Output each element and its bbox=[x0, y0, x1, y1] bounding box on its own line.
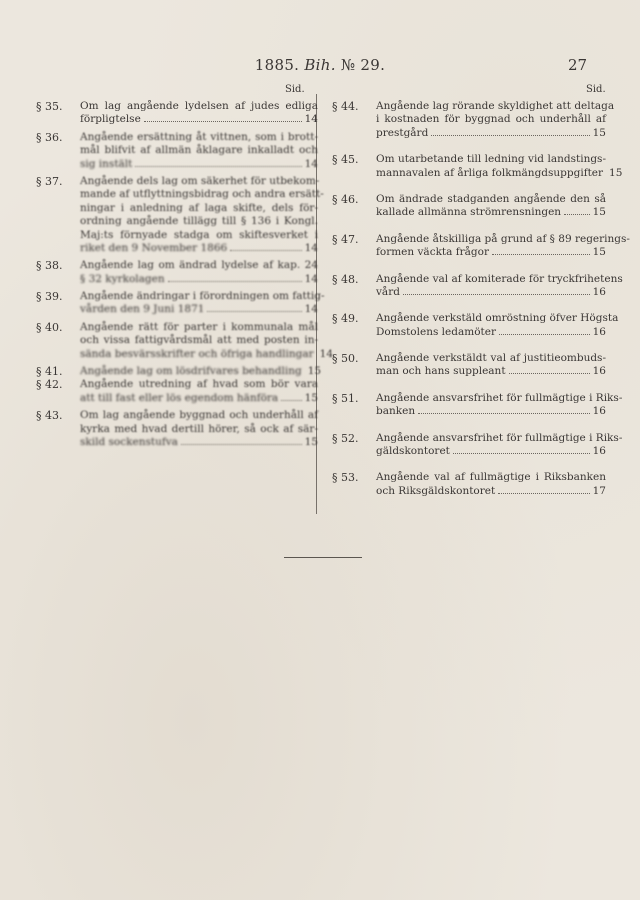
dot-leader bbox=[418, 413, 590, 414]
entry-last-line bbox=[80, 347, 334, 361]
entry-text-line: Angående verkstäld omröstning öfver Högsta bbox=[376, 312, 619, 325]
entry-last-line bbox=[80, 392, 318, 405]
toc-entry bbox=[332, 153, 623, 180]
section-number: § 44. bbox=[332, 100, 359, 113]
entry-last-line bbox=[376, 365, 606, 378]
header-year: 1885. bbox=[254, 56, 300, 74]
toc-entry bbox=[332, 471, 606, 498]
page-reference: 17 bbox=[592, 484, 606, 497]
dot-leader bbox=[403, 294, 590, 295]
section-number: § 40. bbox=[36, 320, 63, 334]
entry-last-line bbox=[376, 326, 606, 339]
section-number: § 51. bbox=[332, 391, 359, 405]
dot-leader bbox=[168, 281, 302, 282]
dot-leader bbox=[135, 166, 301, 167]
page-reference: 14 bbox=[319, 347, 334, 360]
entry-text-line: Angående lag rörande skyldighet att deltaga bbox=[376, 100, 615, 112]
dot-leader bbox=[207, 311, 301, 312]
toc-entry bbox=[332, 312, 619, 339]
entry-text-end: § 32 kyrkolagen bbox=[80, 272, 165, 285]
running-header bbox=[0, 56, 640, 74]
entry-last-line bbox=[376, 206, 606, 219]
toc-entry bbox=[36, 100, 318, 127]
dot-leader bbox=[230, 250, 301, 251]
toc-entry bbox=[36, 290, 325, 317]
toc-entry bbox=[36, 409, 318, 449]
toc-entry bbox=[36, 320, 334, 361]
section-number: § 46. bbox=[332, 192, 359, 206]
entry-text-line: ordning angående tillägg till § 136 i Kongl. bbox=[80, 215, 318, 228]
dot-leader bbox=[431, 135, 589, 136]
section-number: § 43. bbox=[36, 409, 63, 423]
section-number: § 36. bbox=[36, 130, 63, 144]
page-reference: 14 bbox=[304, 241, 318, 254]
entry-text-line: Angående ändringar i förordningen om fattig- bbox=[80, 290, 325, 303]
entry-text-line: Angående dels lag om säkerhet för utbekom- bbox=[80, 174, 320, 187]
section-number: § 52. bbox=[332, 431, 359, 445]
entry-text-line: mål blifvit af allmän åklagare inkalladt och bbox=[80, 144, 318, 157]
entry-text-end: sända besvärsskrifter och öfriga handlingar bbox=[80, 347, 314, 360]
page-reference: 14 bbox=[304, 113, 318, 126]
section-number: § 53. bbox=[332, 471, 359, 485]
entry-last-line bbox=[80, 303, 318, 316]
entry-text-line: Angående lag om ändrad lydelse af kap. 24 bbox=[80, 259, 318, 272]
page-reference: 16 bbox=[592, 285, 606, 298]
sid-label-left: Sid. bbox=[285, 84, 305, 95]
entry-last-line bbox=[376, 127, 606, 140]
entry-last-line bbox=[376, 246, 606, 259]
entry-last-line bbox=[376, 445, 606, 458]
entry-text-end: sig instält bbox=[80, 157, 133, 170]
toc-entry bbox=[36, 365, 322, 379]
toc-entry bbox=[36, 259, 318, 286]
page-reference: 14 bbox=[304, 303, 318, 316]
page-reference: 15 bbox=[609, 166, 623, 179]
entry-last-line bbox=[80, 365, 322, 378]
left-column bbox=[36, 100, 334, 449]
entry-text-end: prestgård bbox=[376, 126, 429, 139]
entry-text-line: Angående utredning af hvad som bör vara bbox=[80, 378, 318, 391]
entry-last-line bbox=[376, 286, 606, 299]
entry-text-end: att till fast eller lös egendom hänföra bbox=[80, 391, 279, 404]
section-number: § 38. bbox=[36, 259, 63, 273]
section-number: § 45. bbox=[332, 153, 359, 167]
entry-text-end: kallade allmänna strömrensningen bbox=[376, 206, 562, 219]
entry-text-end: mannavalen af årliga folkmängdsuppgifter bbox=[376, 166, 604, 179]
dot-leader bbox=[181, 444, 302, 445]
toc-entry bbox=[332, 272, 623, 300]
toc-entry bbox=[332, 100, 615, 140]
page-reference: 16 bbox=[592, 445, 606, 458]
entry-last-line bbox=[376, 166, 623, 180]
page-reference: 16 bbox=[592, 405, 606, 418]
toc-entry bbox=[36, 174, 324, 255]
entry-text-end: vård bbox=[376, 285, 400, 298]
section-number: § 50. bbox=[332, 352, 359, 366]
page-reference: 15 bbox=[592, 206, 606, 219]
dot-leader bbox=[492, 254, 590, 255]
section-number: § 42. bbox=[36, 378, 63, 392]
dot-leader bbox=[144, 121, 302, 122]
entry-text-end: vården den 9 Juni 1871 bbox=[80, 303, 205, 316]
entry-text-line: mande af utflyttningsbidrag och andra ersätt- bbox=[80, 188, 324, 201]
dot-leader bbox=[564, 214, 590, 215]
entry-last-line bbox=[80, 436, 318, 449]
entry-text-line: Om ändrade stadganden angående den så bbox=[376, 192, 606, 205]
entry-last-line bbox=[376, 405, 606, 418]
entry-text-line: Maj:ts förnyade stadga om skiftesverket i bbox=[80, 228, 318, 241]
toc-entry bbox=[332, 391, 623, 419]
entry-text-line: Angående ansvarsfrihet för fullmägtige i Riks- bbox=[376, 431, 623, 444]
entry-last-line bbox=[80, 113, 318, 126]
dot-leader bbox=[509, 373, 590, 374]
entry-text-end: förpligtelse bbox=[80, 113, 141, 126]
section-number: § 49. bbox=[332, 312, 359, 326]
entry-text-end: riket den 9 November 1866 bbox=[80, 241, 228, 254]
entry-text-end: och Riksgäldskontoret bbox=[376, 484, 496, 497]
page-reference: 15 bbox=[304, 391, 318, 404]
dot-leader bbox=[453, 453, 590, 454]
dot-leader bbox=[281, 400, 301, 401]
entry-text-line: Angående rätt för parter i kommunala mål bbox=[80, 320, 318, 333]
page-reference: 16 bbox=[592, 365, 606, 378]
entry-text-end: gäldskontoret bbox=[376, 445, 450, 458]
toc-entry bbox=[36, 378, 318, 405]
section-number: § 47. bbox=[332, 232, 359, 246]
entry-last-line bbox=[80, 158, 318, 171]
entry-text-end: Angående lag om lösdrifvares behandling bbox=[80, 365, 302, 378]
section-number: § 39. bbox=[36, 290, 63, 304]
header-bih: Bih. bbox=[304, 56, 336, 74]
entry-text-line: Angående val af fullmägtige i Riksbanken bbox=[376, 471, 606, 484]
sid-label-right: Sid. bbox=[586, 84, 606, 95]
section-number: § 41. bbox=[36, 365, 63, 379]
section-number: § 35. bbox=[36, 100, 63, 113]
entry-text-line: och vissa fattigvårdsmål att med posten in- bbox=[80, 334, 318, 347]
entry-text-line: kyrka med hvad dertill hörer, så ock af sär- bbox=[80, 422, 318, 435]
page-reference: 15 bbox=[307, 365, 322, 378]
page-reference: 16 bbox=[592, 325, 606, 338]
page-reference: 15 bbox=[304, 435, 318, 448]
entry-last-line bbox=[80, 242, 318, 255]
page-number: 27 bbox=[568, 56, 588, 74]
entry-text-line: Angående val af komiterade för tryckfrihetens bbox=[376, 272, 623, 285]
entry-text-end: man och hans suppleant bbox=[376, 365, 506, 378]
right-column bbox=[332, 100, 630, 498]
page-reference: 14 bbox=[304, 157, 318, 170]
entry-text-line: Om lag angående byggnad och underhåll af bbox=[80, 409, 318, 422]
section-number: § 48. bbox=[332, 272, 359, 286]
entry-text-line: Angående verkstäldt val af justitieombuds- bbox=[376, 352, 606, 365]
toc-entry bbox=[36, 131, 318, 171]
toc-entry bbox=[332, 352, 606, 379]
page-reference: 15 bbox=[592, 126, 606, 139]
entry-last-line bbox=[376, 485, 606, 498]
toc-entry bbox=[332, 232, 630, 260]
entry-text-line: Angående åtskilliga på grund af § 89 regerings- bbox=[376, 232, 630, 245]
page-reference: 14 bbox=[304, 272, 318, 285]
dot-leader bbox=[498, 493, 589, 494]
toc-entry bbox=[332, 193, 606, 220]
entry-text-line: ningar i anledning af laga skifte, dels för- bbox=[80, 201, 318, 214]
entry-text-end: Domstolens ledamöter bbox=[376, 325, 496, 338]
bottom-rule bbox=[284, 557, 362, 558]
entry-text-end: formen väckta frågor bbox=[376, 246, 489, 259]
page-reference: 15 bbox=[592, 246, 606, 259]
section-number: § 37. bbox=[36, 174, 63, 188]
entry-text-line: Om utarbetande till ledning vid landstings- bbox=[376, 153, 606, 166]
entry-text-line: Angående ersättning åt vittnen, som i brott- bbox=[80, 130, 318, 143]
toc-entry bbox=[332, 431, 623, 459]
entry-text-line: Angående ansvarsfrihet för fullmägtige i Riks- bbox=[376, 391, 623, 404]
entry-text-end: banken bbox=[376, 405, 416, 418]
header-number: № 29. bbox=[340, 56, 386, 74]
entry-text-end: skild sockenstufva bbox=[80, 435, 178, 448]
entry-text-line: Om lag angående lydelsen af judes edliga bbox=[80, 100, 318, 112]
entry-last-line bbox=[80, 273, 318, 286]
dot-leader bbox=[499, 334, 590, 335]
entry-text-line: i kostnaden för byggnad och underhåll af bbox=[376, 113, 606, 126]
